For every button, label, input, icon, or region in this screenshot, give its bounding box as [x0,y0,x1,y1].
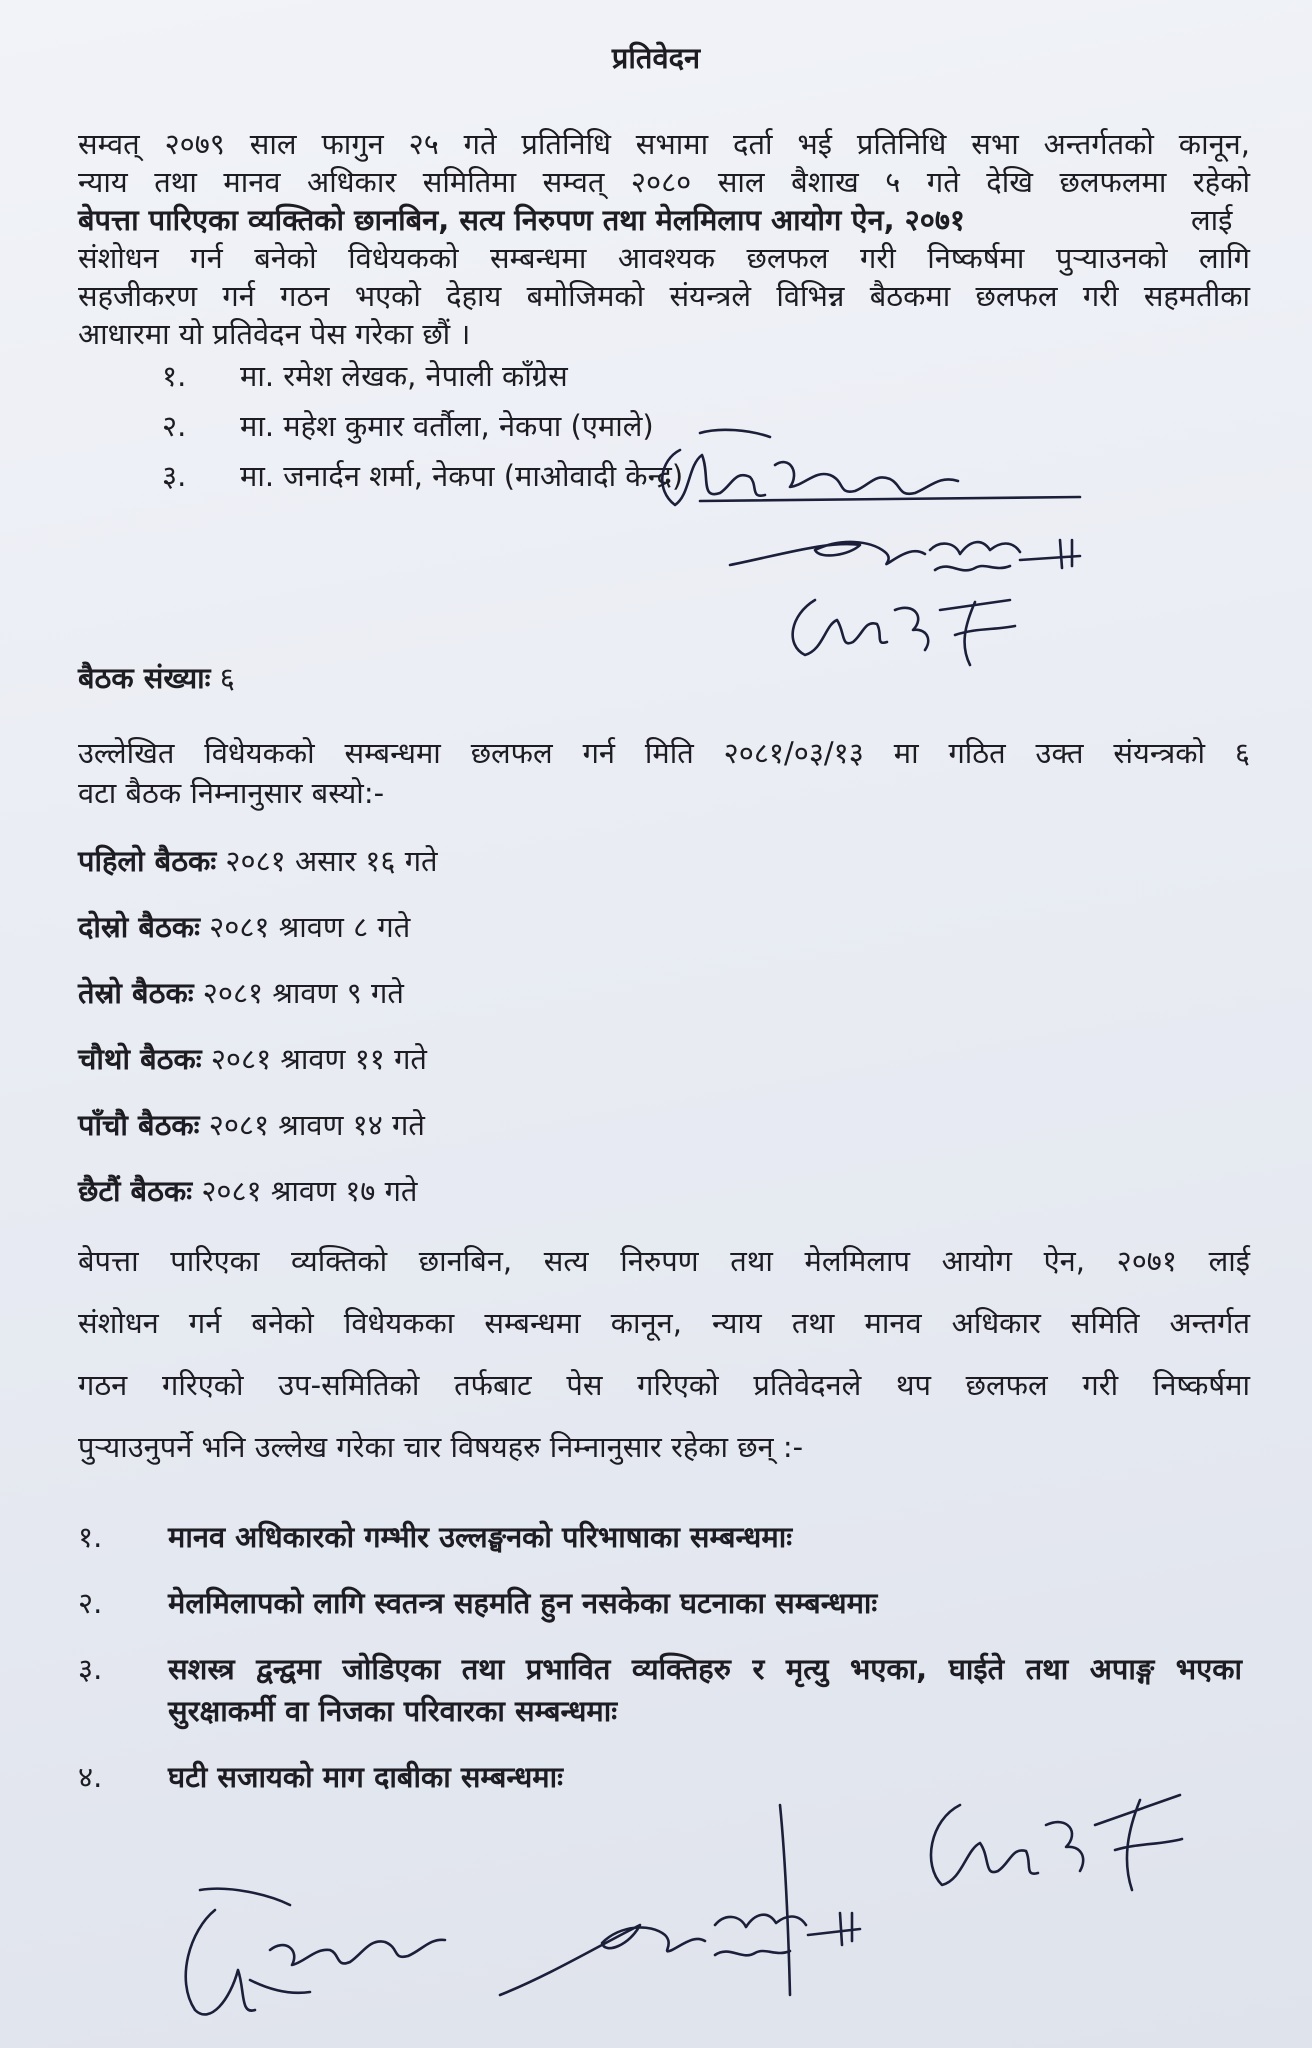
topic-text: घटी सजायको माग दाबीका सम्बन्धमाः [168,1760,563,1794]
meeting-item [78,1042,427,1076]
topic-text: मेलमिलापको लागि स्वतन्त्र सहमति हुन नसकेका घटनाका सम्बन्धमाः [168,1586,878,1620]
meeting-label: दोस्रो बैठकः [78,910,200,944]
meeting-label: छैटौं बैठकः [78,1174,193,1208]
member-name: मा. जनार्दन शर्मा, नेकपा (माओवादी केन्द्र) [240,459,684,493]
signature-bottom-3 [910,1775,1200,1905]
meeting-count [78,661,235,695]
meeting-item [78,976,404,1010]
meeting-label: चौथो बैठकः [78,1042,202,1076]
meeting-label: पाँचौ बैठकः [78,1108,200,1142]
meeting-date: २०८१ श्रावण ८ गते [209,910,411,944]
meeting-label: पहिलो बैठकः [78,844,217,878]
act-name: बेपत्ता पारिएका व्यक्तिको छानबिन, सत्य निरुपण तथा मेलमिलाप आयोग ऐन, २०७१ [78,203,966,237]
meeting-date: २०८१ श्रावण ११ गते [210,1042,427,1076]
member-number: १. [162,359,187,393]
topic-text: सुरक्षाकर्मी वा निजका परिवारका सम्बन्धमाः [168,1694,618,1728]
intro-line: न्याय तथा मानव अधिकार समितिमा सम्वत् २०८० साल बैशाख ५ गते देखि छलफलमा रहेको [78,165,1250,199]
topic-number: ३. [78,1652,103,1686]
signature-bottom-2 [490,1795,880,2035]
subcommittee-line: संशोधन गर्न बनेको विधेयकका सम्बन्धमा कानून, न्याय तथा मानव अधिकार समिति अन्तर्गत [78,1306,1250,1340]
meeting-date: २०८१ श्रावण १४ गते [208,1108,425,1142]
meeting-label: तेस्रो बैठकः [78,976,194,1010]
intro-line: संशोधन गर्न बनेको विधेयकको सम्बन्धमा आवश्यक छलफल गरी निष्कर्षमा पुऱ्याउनको लागि [78,241,1250,275]
member-name: मा. रमेश लेखक, नेपाली काँग्रेस [240,359,568,393]
member-number: ३. [162,459,187,493]
meeting-item [78,1174,418,1208]
signature-member-1 [640,415,1100,525]
meeting-item [78,910,411,944]
meeting-count-value: ६ [219,661,235,695]
meeting-item [78,844,438,878]
signature-bottom-1 [160,1850,490,2040]
member-number: २. [162,409,187,443]
meeting-date: २०८१ श्रावण ९ गते [202,976,404,1010]
intro-line-bold [78,203,966,237]
signature-member-3 [775,580,1035,675]
meeting-count-label: बैठक संख्याः [78,661,211,695]
member-name: मा. महेश कुमार वर्तौला, नेकपा (एमाले) [240,409,654,443]
topic-number: ४. [78,1760,103,1794]
subcommittee-line: गठन गरिएको उप-समितिको तर्फबाट पेस गरिएको प्रतिवेदनले थप छलफल गरी निष्कर्षमा [78,1368,1250,1402]
subcommittee-line: बेपत्ता पारिएका व्यक्तिको छानबिन, सत्य निरुपण तथा मेलमिलाप आयोग ऐन, २०७१ लाई [78,1244,1250,1278]
meeting-date: २०८१ असार १६ गते [225,844,438,878]
intro-line-word: लाई [1191,203,1233,237]
subcommittee-line: पुऱ्याउनुपर्ने भनि उल्लेख गरेका चार विषयहरु निम्नानुसार रहेका छन् :- [78,1430,804,1464]
meeting-item [78,1108,425,1142]
page-title: प्रतिवेदन [611,41,701,75]
intro-line: सहजीकरण गर्न गठन भएको देहाय बमोजिमको संयन्त्रले विभिन्न बैठकमा छलफल गरी सहमतीका [78,279,1250,313]
meeting-date: २०८१ श्रावण १७ गते [201,1174,418,1208]
topic-number: १. [78,1520,103,1554]
topic-text: मानव अधिकारको गम्भीर उल्लङ्घनको परिभाषाका सम्बन्धमाः [168,1520,793,1554]
meeting-intro-line: उल्लेखित विधेयकको सम्बन्धमा छलफल गर्न मिति २०८१/०३/१३ मा गठित उक्त संयन्त्रको ६ [78,736,1250,770]
intro-line: आधारमा यो प्रतिवेदन पेस गरेका छौं । [78,317,471,351]
topic-number: २. [78,1586,103,1620]
meeting-intro-line: वटा बैठक निम्नानुसार बस्यो:- [78,776,385,810]
intro-line: सम्वत् २०७९ साल फागुन २५ गते प्रतिनिधि सभामा दर्ता भई प्रतिनिधि सभा अन्तर्गतको कानून, [78,127,1250,161]
topic-text: सशस्त्र द्वन्द्वमा जोडिएका तथा प्रभावित व्यक्तिहरु र मृत्यु भएका, घाईते तथा अपाङ्ग भएका [168,1652,1242,1686]
